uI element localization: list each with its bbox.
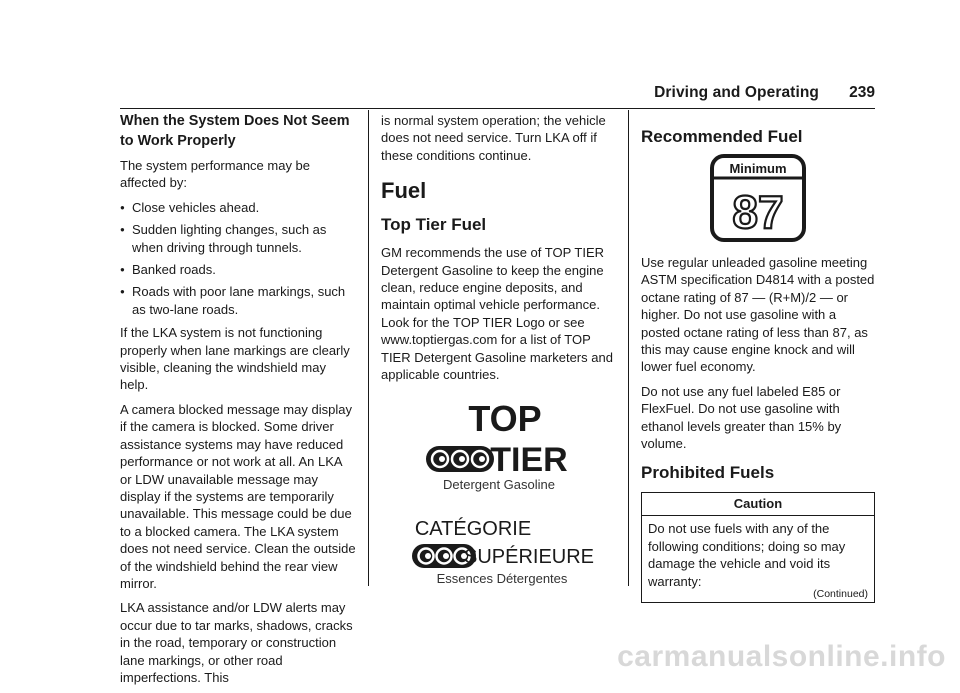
list-item: ● Close vehicles ahead. (120, 199, 356, 216)
header-rule (120, 108, 875, 109)
watermark-text: carmanualsonline.info (617, 640, 946, 673)
paragraph-continued: is normal system operation; the vehicle does not need service. Turn LKA off if these conditions continue. (381, 113, 606, 163)
paragraph-camera-blocked: A camera blocked message may display if the camera is blocked. Some driver assistance systems may have reduced performance or not work at all. An LKA or LDW unavailable message may display if the systems are temporarily unavailable. This message could be due to a blocked camera. The LKA system does not need service. Clean the outside of the windshield behind the rear view mirror. (120, 401, 356, 591)
paragraph-e85: Do not use any fuel labeled E85 or FlexFuel. Do not use gasoline with ethanol levels greater than 15% by volume. (641, 383, 842, 452)
octane-minimum-label: Minimum (729, 161, 787, 176)
caution-box (641, 492, 875, 603)
column-divider-2 (628, 110, 629, 586)
caution-text: Do not use fuels with any of the following conditions; doing so may damage the vehicle and void its warranty: (648, 521, 846, 589)
watermark (0, 640, 960, 678)
list-item: ● Banked roads. (120, 261, 356, 278)
continued-label: (Continued) (813, 588, 868, 601)
condition-list (120, 199, 356, 318)
column-divider-1 (368, 110, 369, 586)
list-item: ● Roads with poor lane markings, such as two-lane roads. (120, 283, 356, 318)
column-1 (120, 112, 356, 693)
heading-prohibited-fuels: Prohibited Fuels (641, 463, 775, 483)
heading-system-problems: When the System Does Not Seem to Work Properly (120, 113, 350, 149)
logo1-line1: TOP (468, 398, 542, 440)
page-number: 239 (849, 84, 875, 101)
paragraph-windshield: If the LKA system is not functioning properly when lane markings are clearly visible, cleaning the windshield may help. (120, 325, 350, 393)
heading-recommended-fuel: Recommended Fuel (641, 127, 803, 146)
page-header (120, 84, 875, 106)
list-item: ● Sudden lighting changes, such as when driving through tunnels. (120, 221, 356, 256)
paragraph-alerts: LKA assistance and/or LDW alerts may occur due to tar marks, shadows, cracks in the road, temporary or construction lane markings, or other road imperfections. This (120, 600, 353, 685)
octane-number: 87 (732, 186, 784, 238)
heading-top-tier: Top Tier Fuel (381, 215, 487, 235)
logo2-subtitle: Essences Détergentes (436, 571, 568, 587)
octane-label-icon (641, 152, 875, 248)
logo2-line1: CATÉGORIE (414, 518, 532, 541)
paragraph-top-tier: GM recommends the use of TOP TIER Detergent Gasoline to keep the engine clean, reduce engine deposits, and maintain optimal vehicle performance. Look for the TOP TIER Logo or see www.toptiergas.com for a list of TOP TIER Detergent Gasoline marketers and applicable countries. (381, 245, 613, 383)
logo1-subtitle: Detergent Gasoline (442, 477, 556, 493)
column-3 (641, 112, 875, 603)
paragraph-octane: Use regular unleaded gasoline meeting ASTM specification D4814 with a posted octane rating of 87 — (R+M)/2 — or higher. Do not use gasoline with a posted octane rating of less than 87, as this may cause engine knock and will lower fuel economy. (641, 255, 875, 375)
top-tier-logo (381, 395, 617, 495)
swirl-icon (426, 446, 494, 472)
caution-title: Caution (642, 493, 874, 516)
categorie-superieure-logo (381, 513, 617, 591)
column-2 (381, 112, 617, 591)
heading-fuel: Fuel (381, 178, 427, 204)
caution-body (642, 516, 874, 602)
section-title: Driving and Operating (654, 84, 819, 101)
intro-text: The system performance may be affected by: (120, 158, 311, 191)
logo1-line2: TIER (490, 441, 568, 480)
logo2-line2: SUPÉRIEURE (463, 546, 595, 569)
